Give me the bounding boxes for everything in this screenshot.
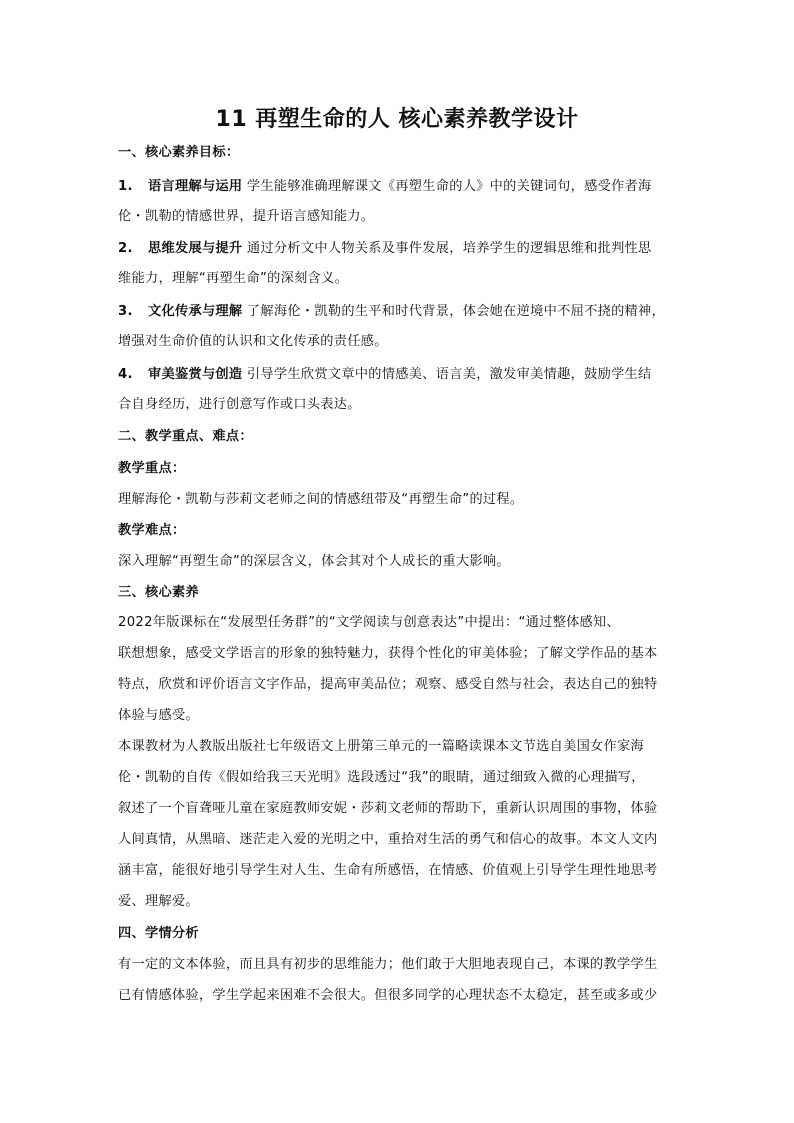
item-text: 了解海伦・凯勒的生平和时代背景，体会她在逆境中不屈不挠的精神， [242, 304, 666, 319]
item-text: 通过分析文中人物关系及事件发展，培养学生的逻辑思维和批判性思 [242, 241, 652, 256]
item-label: 文化传承与理解 [148, 304, 243, 319]
difficulty-label: 教学难点： [118, 523, 186, 538]
objective-item-4-cont: 合自身经历，进行创意写作或口头表达。 [118, 397, 361, 412]
item-label: 语言理解与运用 [148, 179, 243, 194]
section-heading-core-literacy: 三、核心素养 [118, 585, 199, 600]
paragraph-line: 叙述了一个盲聋哑儿童在家庭教师安妮・莎莉文老师的帮助下，重新认识周围的事物，体验 [118, 801, 658, 816]
objective-item-3-cont: 增强对生命价值的认识和文化传承的责任感。 [118, 334, 388, 349]
paragraph-line: 伦・凯勒的自传《假如给我三天光明》选段透过“我”的眼睛，通过细致入微的心理描写， [118, 770, 645, 785]
objective-item-2 [118, 240, 684, 258]
paragraph-line: 特点，欣赏和评价语言文字作品，提高审美品位；观察、感受自然与社会，表达自己的独特 [118, 677, 658, 692]
objective-item-3 [118, 303, 684, 321]
key-point-text: 理解海伦・凯勒与莎莉文老师之间的情感纽带及“再塑生命”的过程。 [118, 492, 524, 507]
objective-item-1-cont: 伦・凯勒的情感世界，提升语言感知能力。 [118, 209, 375, 224]
item-number: 3. [118, 304, 133, 319]
item-number: 2. [118, 241, 133, 256]
paragraph-line: 体验与感受。 [118, 708, 199, 723]
item-text: 引导学生欣赏文章中的情感美、语言美，激发审美情趣，鼓励学生结 [242, 367, 652, 382]
item-number: 4. [118, 367, 133, 382]
section-heading-key-points: 二、教学重点、难点： [118, 429, 253, 444]
paragraph-line: 2022年版课标在“发展型任务群”的“文学阅读与创意表达”中提出：“通过整体感知、 [118, 615, 621, 630]
objective-item-1 [118, 178, 684, 196]
paragraph-line: 人间真情，从黑暗、迷茫走入爱的光明之中，重拾对生活的勇气和信心的故事。本文人文内 [118, 832, 658, 847]
item-label: 思维发展与提升 [148, 241, 243, 256]
paragraph-line: 联想想象，感受文学语言的形象的独特魅力，获得个性化的审美体验；了解文学作品的基本 [118, 646, 658, 661]
key-point-label: 教学重点： [118, 461, 186, 476]
section-heading-learner-analysis: 四、学情分析 [118, 926, 199, 941]
document-title: 11 再塑生命的人 核心素养教学设计 [215, 107, 579, 132]
section-heading-objectives: 一、核心素养目标： [118, 145, 240, 160]
paragraph-line: 爱、理解爱。 [118, 894, 199, 909]
paragraph-line: 本课教材为人教版出版社七年级语文上册第三单元的一篇略读课本文节选自美国女作家海 [118, 739, 645, 754]
paragraph-line: 已有情感体验，学生学起来困难不会很大。但很多同学的心理状态不太稳定，甚至或多或少 [118, 988, 658, 1003]
difficulty-text: 深入理解“再塑生命”的深层含义，体会其对个人成长的重大影响。 [118, 554, 510, 569]
item-text: 学生能够准确理解课文《再塑生命的人》中的关键词句，感受作者海 [242, 179, 652, 194]
objective-item-2-cont: 维能力，理解“再塑生命”的深刻含义。 [118, 271, 349, 286]
paragraph-line: 有一定的文本体验，而且具有初步的思维能力；他们敢于大胆地表现自己，本课的教学学生 [118, 957, 658, 972]
item-label: 审美鉴赏与创造 [148, 367, 243, 382]
paragraph-line: 涵丰富，能很好地引导学生对人生、生命有所感悟，在情感、价值观上引导学生理性地思考 [118, 863, 658, 878]
item-number: 1. [118, 179, 133, 194]
objective-item-4 [118, 366, 684, 384]
